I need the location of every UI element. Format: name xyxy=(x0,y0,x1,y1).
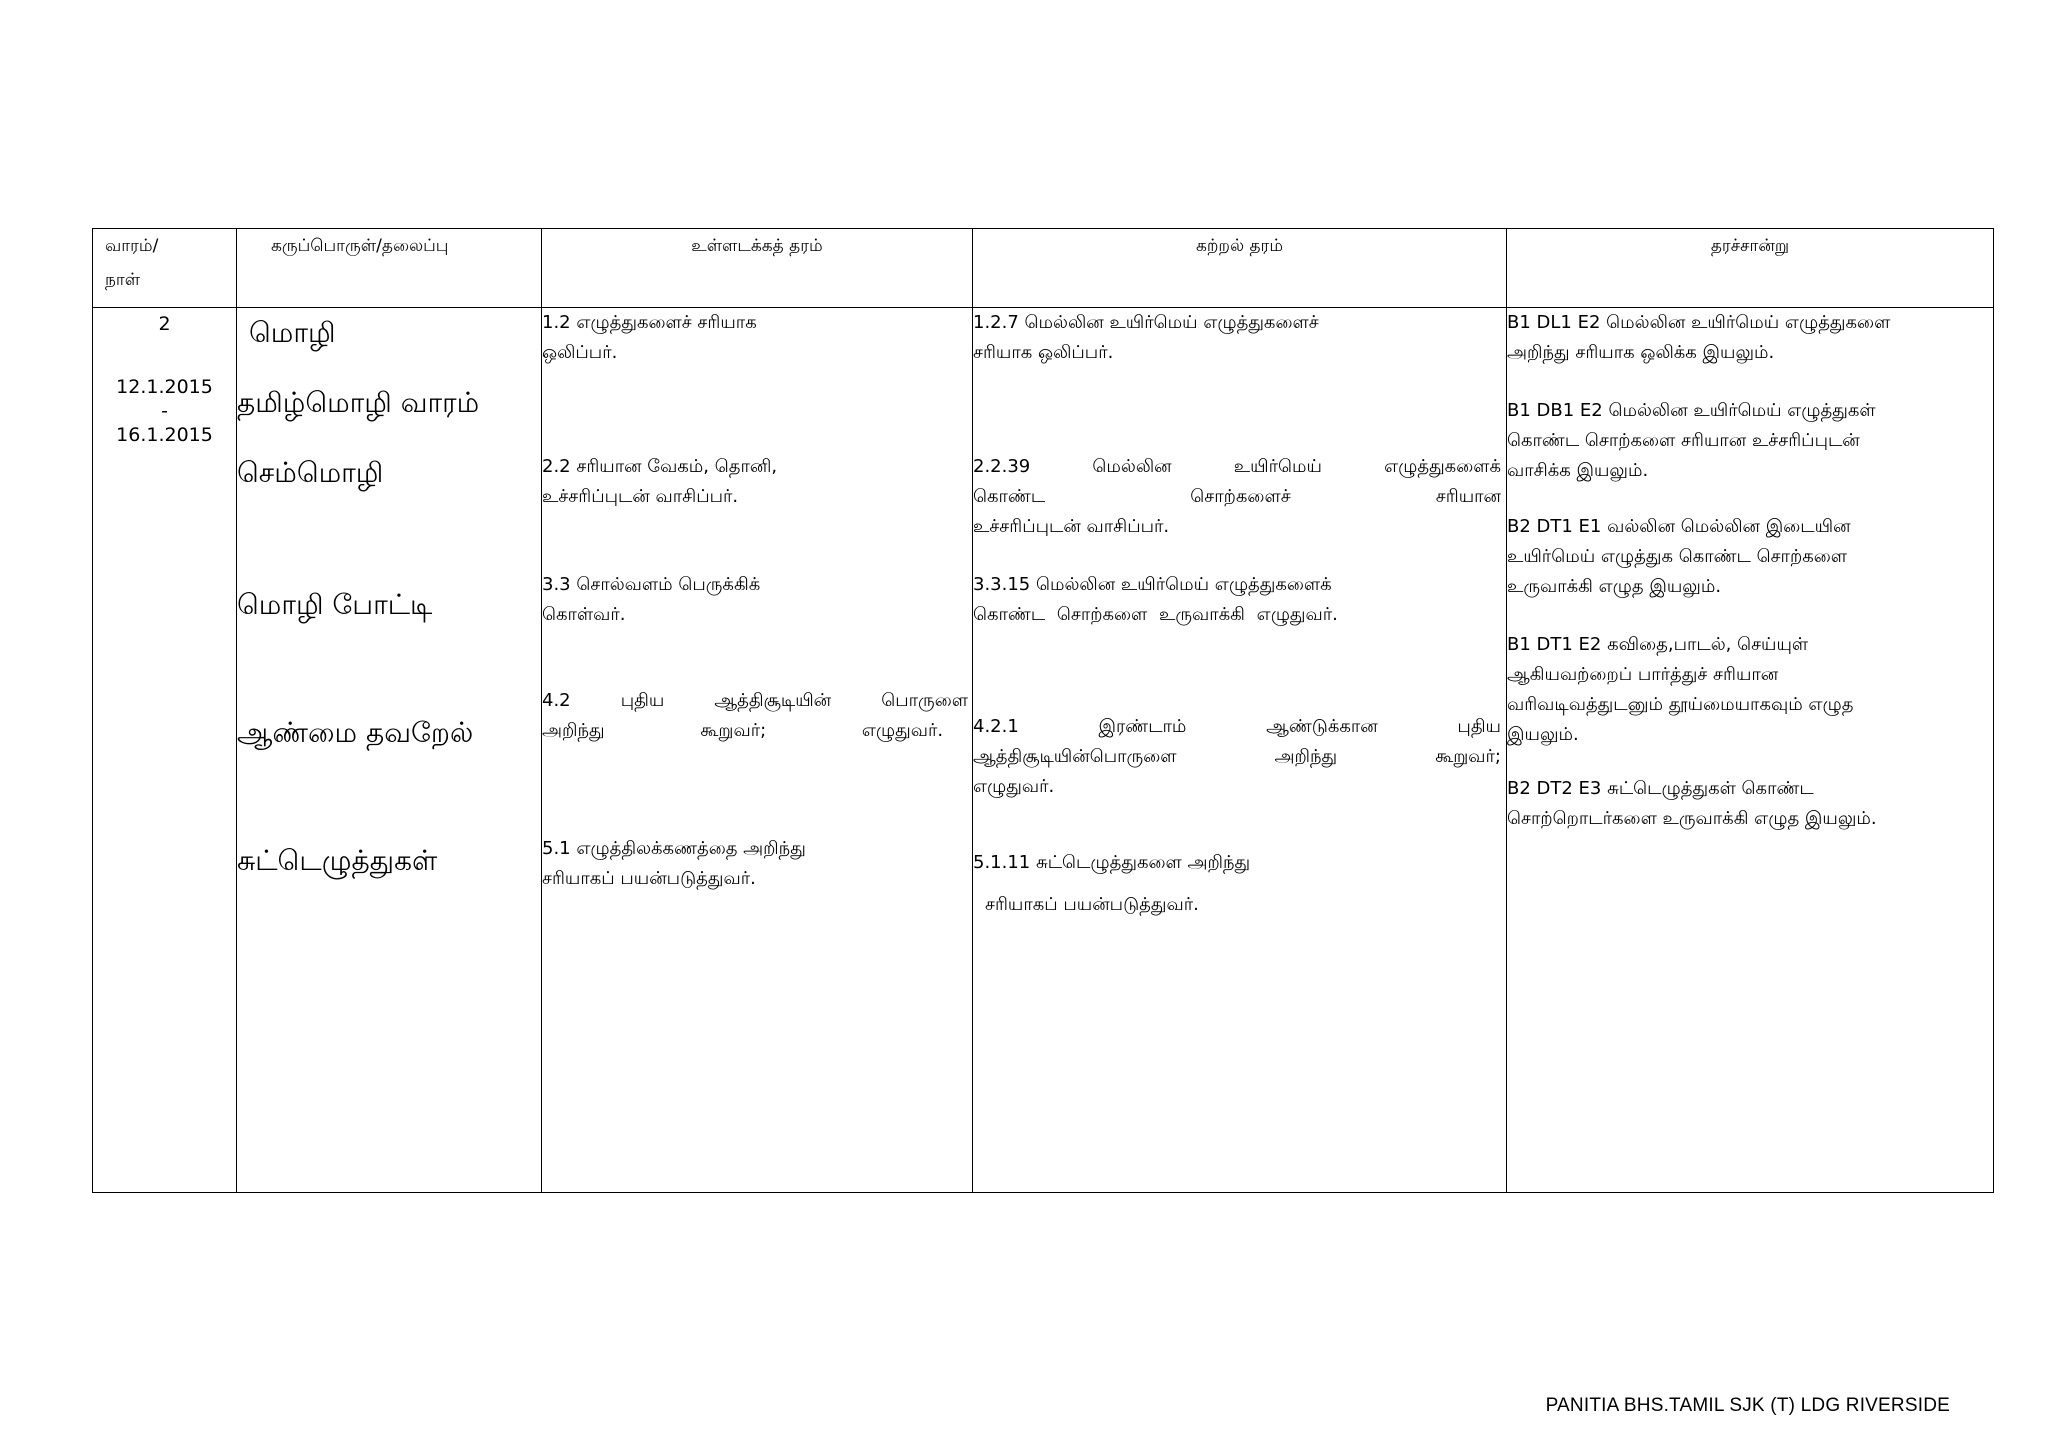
lesson-plan-table xyxy=(92,228,1994,1193)
learning-item: 4.2.1 இரண்டாம் ஆண்டுக்கான புதிய ஆத்திசூடியின்பொருளை அறிந்து கூறுவர்; எழுதுவர். xyxy=(973,716,1501,797)
learning-standard-cell xyxy=(973,308,1507,1193)
learning-item: 3.3.15 மெல்லின உயிர்மெய் எழுத்துகளைக் கொண்ட சொற்களை உருவாக்கி எழுதுவர். xyxy=(973,574,1338,625)
week-date-cell xyxy=(93,308,237,1193)
topic-item: சுட்டெழுத்துகள் xyxy=(237,844,438,877)
content-item: 3.3 சொல்வளம் பெருக்கிக் கொள்வர். xyxy=(542,574,761,625)
header-topic: கருப்பொருள்/தலைப்பு xyxy=(237,229,542,308)
header-content-standard: உள்ளடக்கத் தரம் xyxy=(542,229,973,308)
learning-item: 5.1.11 சுட்டெழுத்துகளை அறிந்து சரியாகப் பயன்படுத்துவர். xyxy=(973,852,1251,915)
header-performance-standard: தரச்சான்று xyxy=(1507,229,1994,308)
performance-item: B1 DB1 E2 மெல்லின உயிர்மெய் எழுத்துகள் கொண்ட சொற்களை சரியான உச்சரிப்புடன் வாசிக்க இயலும். xyxy=(1507,400,1876,481)
performance-item: B1 DT1 E2 கவிதை,பாடல், செய்யுள் ஆகியவற்றைப் பார்த்துச் சரியான வரிவடிவத்துடனும் தூய்மையாகவும் எழுத இயலும். xyxy=(1507,634,1854,745)
date-start: 12.1.2015 xyxy=(116,376,213,398)
content-item: 4.2 புதிய ஆத்திசூடியின் பொருளை அறிந்து கூறுவர்; எழுதுவர். xyxy=(542,690,968,741)
header-week-day: வாரம்/ நாள் xyxy=(93,229,237,308)
performance-item: B2 DT2 E3 சுட்டெழுத்துகள் கொண்ட சொற்றொடர்களை உருவாக்கி எழுத இயலும். xyxy=(1507,778,1877,829)
page-footer: PANITIA BHS.TAMIL SJK (T) LDG RIVERSIDE xyxy=(1545,1395,1950,1416)
week-number: 2 xyxy=(158,313,171,335)
table-row xyxy=(93,308,1994,1193)
content-item: 5.1 எழுத்திலக்கணத்தை அறிந்து சரியாகப் பயன்படுத்துவர். xyxy=(542,838,806,889)
topic-item: செம்மொழி xyxy=(237,456,384,489)
topic-cell xyxy=(237,308,542,1193)
content-item: 1.2 எழுத்துகளைச் சரியாக ஒலிப்பர். xyxy=(542,312,757,363)
learning-item: 2.2.39 மெல்லின உயிர்மெய் எழுத்துகளைக் கொண்ட சொற்களைச் சரியான உச்சரிப்புடன் வாசிப்பர். xyxy=(973,456,1501,537)
performance-item: B1 DL1 E2 மெல்லின உயிர்மெய் எழுத்துகளை அறிந்து சரியாக ஒலிக்க இயலும். xyxy=(1507,312,1891,363)
performance-standard-cell xyxy=(1507,308,1994,1193)
date-end: 16.1.2015 xyxy=(116,424,213,446)
header-row xyxy=(93,229,1994,308)
content-item: 2.2 சரியான வேகம், தொனி, உச்சரிப்புடன் வாசிப்பர். xyxy=(542,456,778,507)
date-separator: - xyxy=(161,400,168,422)
topic-item: மொழி xyxy=(249,316,336,349)
content-standard-cell xyxy=(542,308,973,1193)
performance-item: B2 DT1 E1 வல்லின மெல்லின இடையின உயிர்மெய் எழுத்துக கொண்ட சொற்களை உருவாக்கி எழுத இயலும். xyxy=(1507,516,1851,597)
header-learning-standard: கற்றல் தரம் xyxy=(973,229,1507,308)
learning-item: 1.2.7 மெல்லின உயிர்மெய் எழுத்துகளைச் சரியாக ஒலிப்பர். xyxy=(973,312,1319,363)
topic-item: மொழி போட்டி xyxy=(237,588,433,621)
topic-item: ஆண்மை தவறேல் xyxy=(237,716,474,749)
topic-item: தமிழ்மொழி வாரம் xyxy=(237,386,480,419)
